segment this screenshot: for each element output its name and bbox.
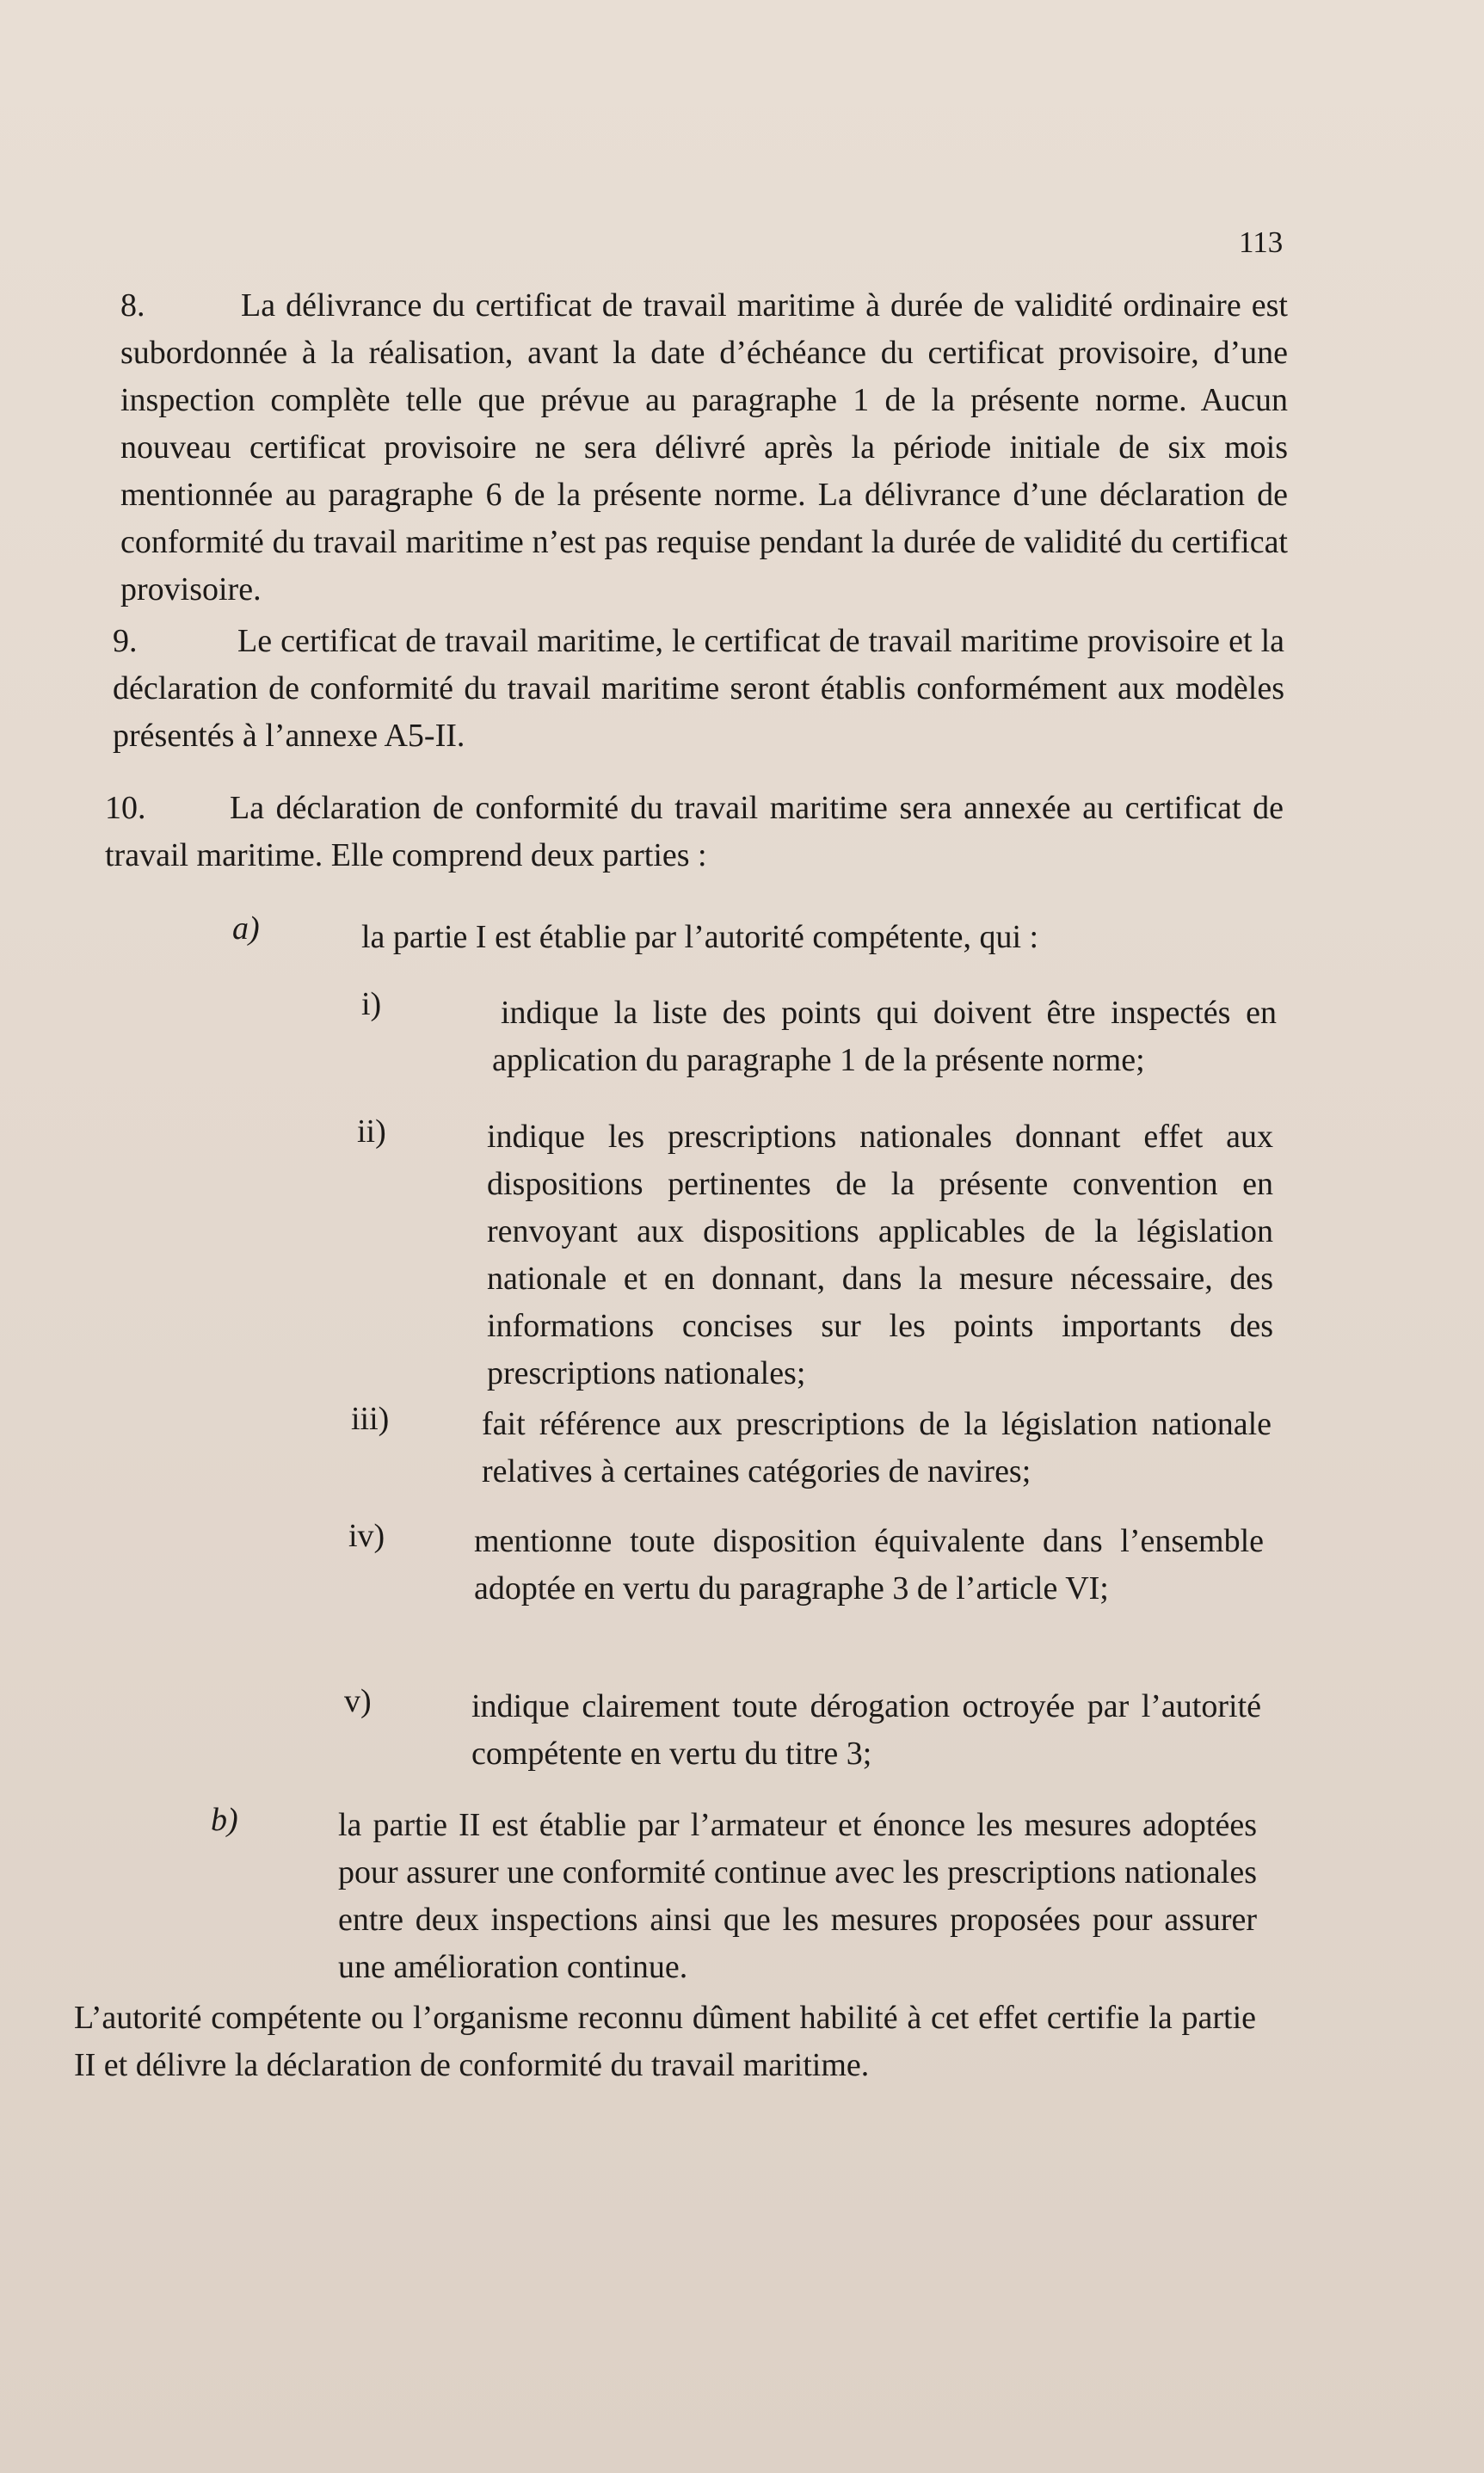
paragraph-10-text: La déclaration de conformité du travail maritime sera annexée au certificat de travail maritime. Elle comprend deux parties : — [105, 790, 1284, 873]
paragraph-10 — [105, 785, 1284, 879]
subitem-v-marker: v) — [344, 1683, 372, 1719]
page-number: 113 — [1239, 225, 1284, 259]
paragraph-8-number: 8. — [120, 287, 145, 324]
paragraph-9 — [113, 618, 1284, 760]
item-a-text: la partie I est établie par l’autorité compétente, qui : — [361, 919, 1039, 955]
subitem-iii-text: fait référence aux prescriptions de la législation nationale relatives à certaines catégories de navires; — [482, 1406, 1272, 1489]
closing-paragraph: L’autorité compétente ou l’organisme reconnu dûment habilité à cet effet certifie la partie II et délivre la déclaration de conformité du travail maritime. — [74, 2000, 1256, 2083]
item-a-marker: a) — [232, 910, 260, 947]
subitem-i-marker: i) — [361, 986, 382, 1022]
subitem-iv-text: mentionne toute disposition équivalente dans l’ensemble adoptée en vertu du paragraphe 3 de l’article VI; — [474, 1523, 1264, 1607]
paragraph-9-text: Le certificat de travail maritime, le certificat de travail maritime provisoire et la déclaration de conformité du travail maritime seront établis conformément aux modèles présentés à l’annexe A5-II. — [113, 623, 1284, 754]
subitem-i-text: indique la liste des points qui doivent être inspectés en application du paragraphe 1 de la présente norme; — [492, 995, 1277, 1078]
item-b-marker: b) — [211, 1802, 238, 1838]
subitem-ii-marker: ii) — [357, 1113, 386, 1150]
paragraph-8 — [120, 282, 1288, 614]
paragraph-8-text: La délivrance du certificat de travail maritime à durée de validité ordinaire est subordonnée à la réalisation, avant la date d’échéance du certificat provisoire, d’une inspection complète telle que prévue au paragraphe 1 de la présente norme. Aucun nouveau certificat provisoire ne sera délivré après la période initiale de six mois mentionnée au paragraphe 6 de la présente norme. La délivrance d’une déclaration de conformité du travail maritime n’est pas requise pendant la durée de validité du certificat provisoire. — [120, 287, 1288, 607]
subitem-v-text: indique clairement toute dérogation octroyée par l’autorité compétente en vertu du titre 3; — [471, 1688, 1261, 1772]
item-b-text: la partie II est établie par l’armateur et énonce les mesures adoptées pour assurer une conformité continue avec les prescriptions nationales entre deux inspections ainsi que les mesures proposées pour assurer une amélioration continue. — [338, 1807, 1257, 1985]
paragraph-9-number: 9. — [113, 623, 138, 659]
subitem-iii-marker: iii) — [351, 1401, 390, 1437]
subitem-iv-marker: iv) — [348, 1518, 385, 1554]
paragraph-10-number: 10. — [105, 790, 146, 826]
subitem-ii-text: indique les prescriptions nationales donnant effet aux dispositions pertinentes de la présente convention en renvoyant aux dispositions applicables de la législation nationale et en donnant, dans la mesure nécessaire, des informations concises sur les points importants des prescriptions nationales; — [487, 1119, 1273, 1391]
